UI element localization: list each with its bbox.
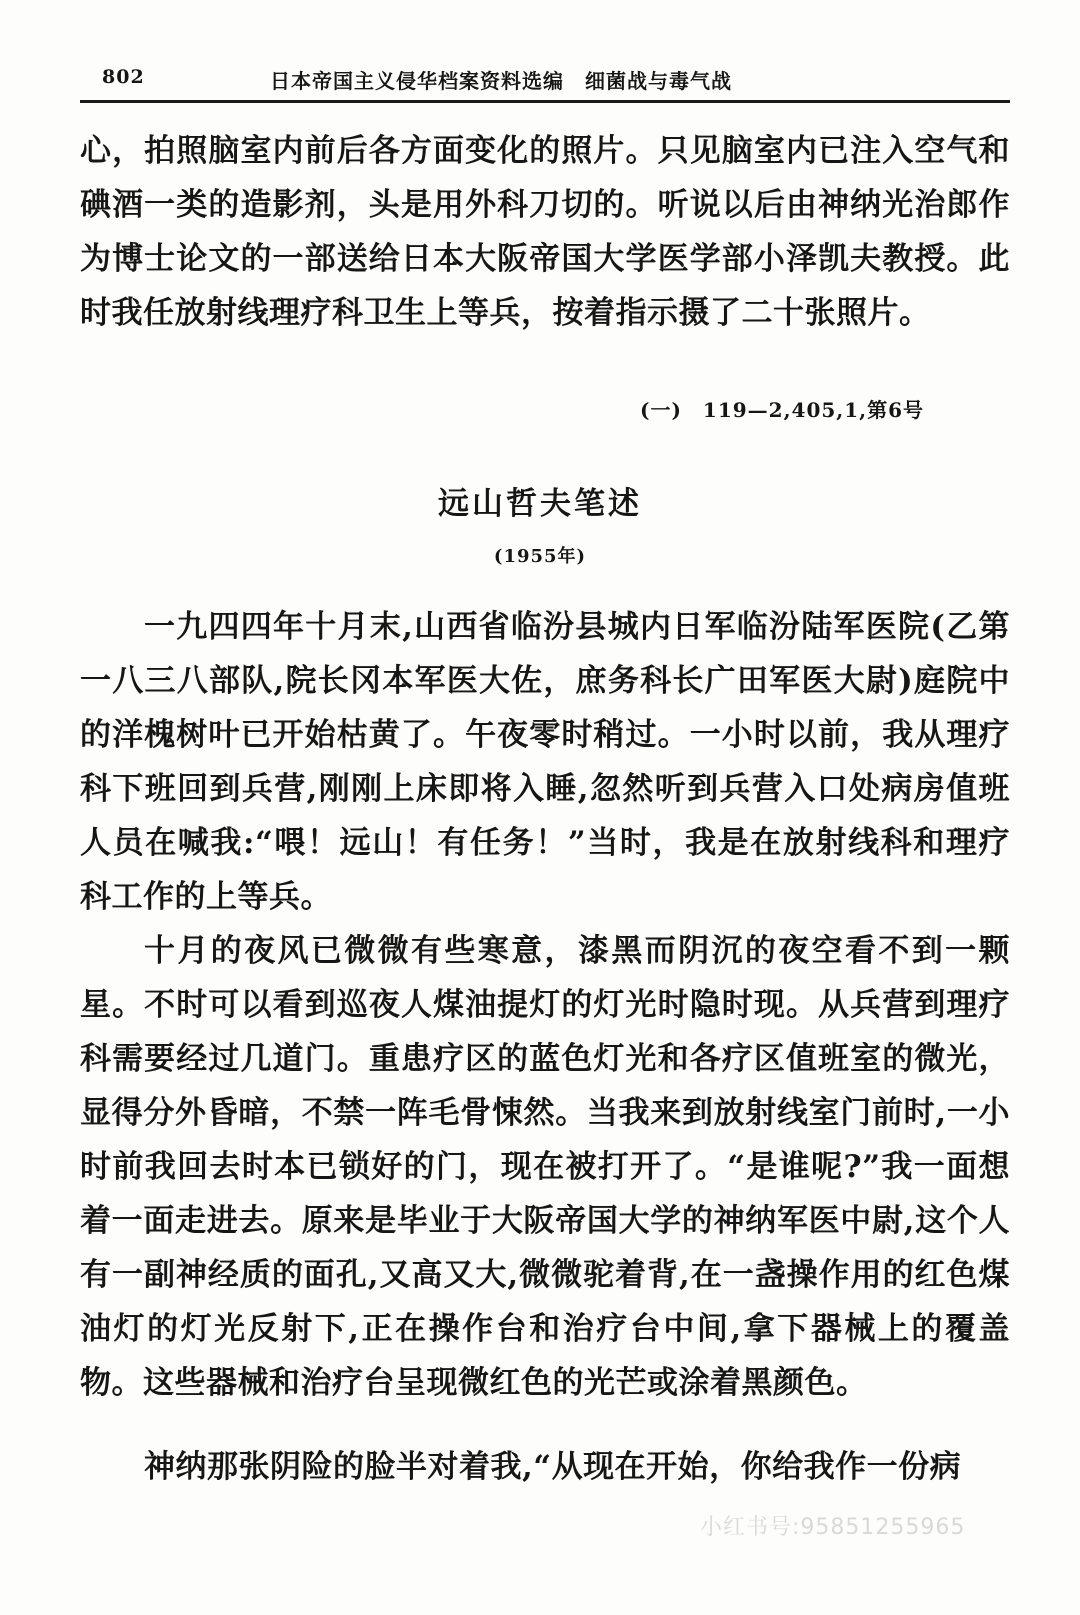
paragraph-1: 一九四四年十月末,山西省临汾县城内日军临汾陆军医院(乙第一八三八部队,院长冈本军医大佐，庶务科长广田军医大尉)庭院中的洋槐树叶已开始枯黄了。午夜零时稍过。一小时以前，我从理疗科下班回到兵营,刚刚上床即将入睡,忽然听到兵营入口处病房值班人员在喊我:“喂！远山！有任务！”当时，我是在放射线科和理疗科工作的上等兵。 [80,609,1010,915]
header-rule [80,100,1010,103]
watermark: 小红书号:95851255965 [700,1515,966,1540]
running-title: 日本帝国主义侵华档案资料选编 细菌战与毒气战 [270,69,732,93]
section-title: 远山哲夫笔述 [438,486,642,522]
section-date: (1955年) [493,546,587,567]
paragraph-continuation: 心，拍照脑室内前后各方面变化的照片。只见脑室内已注入空气和碘酒一类的造影剂，头是用外科刀切的。听说以后由神纳光治郎作为博士论文的一部送给日本大阪帝国大学医学部小泽凯夫教授。此时我任放射线理疗科卫生上等兵，按着指示摄了二十张照片。 [80,133,1010,331]
page-header [80,58,1010,98]
paragraph-2: 十月的夜风已微微有些寒意，漆黑而阴沉的夜空看不到一颗星。不时可以看到巡夜人煤油提灯的灯光时隐时现。从兵营到理疗科需要经过几道门。重患疗区的蓝色灯光和各疗区值班室的微光，显得分外昏暗，不禁一阵毛骨悚然。当我来到放射线室门前时,一小时前我回去时本已锁好的门，现在被打开了。“是谁呢?”我一面想着一面走进去。原来是毕业于大阪帝国大学的神纳军医中尉,这个人有一副神经质的面孔,又高又大,微微驼着背,在一盏操作用的红色煤油灯的灯光反射下,正在操作台和治疗台中间,拿下器械上的覆盖物。这些器械和治疗台呈现微红色的光芒或涂着黑颜色。 [80,933,1010,1401]
archive-citation: (一) 119—2,405,1,第6号 [640,398,925,422]
page-number: 802 [102,66,145,88]
paragraph-3: 神纳那张阴险的脸半对着我,“从现在开始，你给我作一份病 [144,1449,962,1485]
